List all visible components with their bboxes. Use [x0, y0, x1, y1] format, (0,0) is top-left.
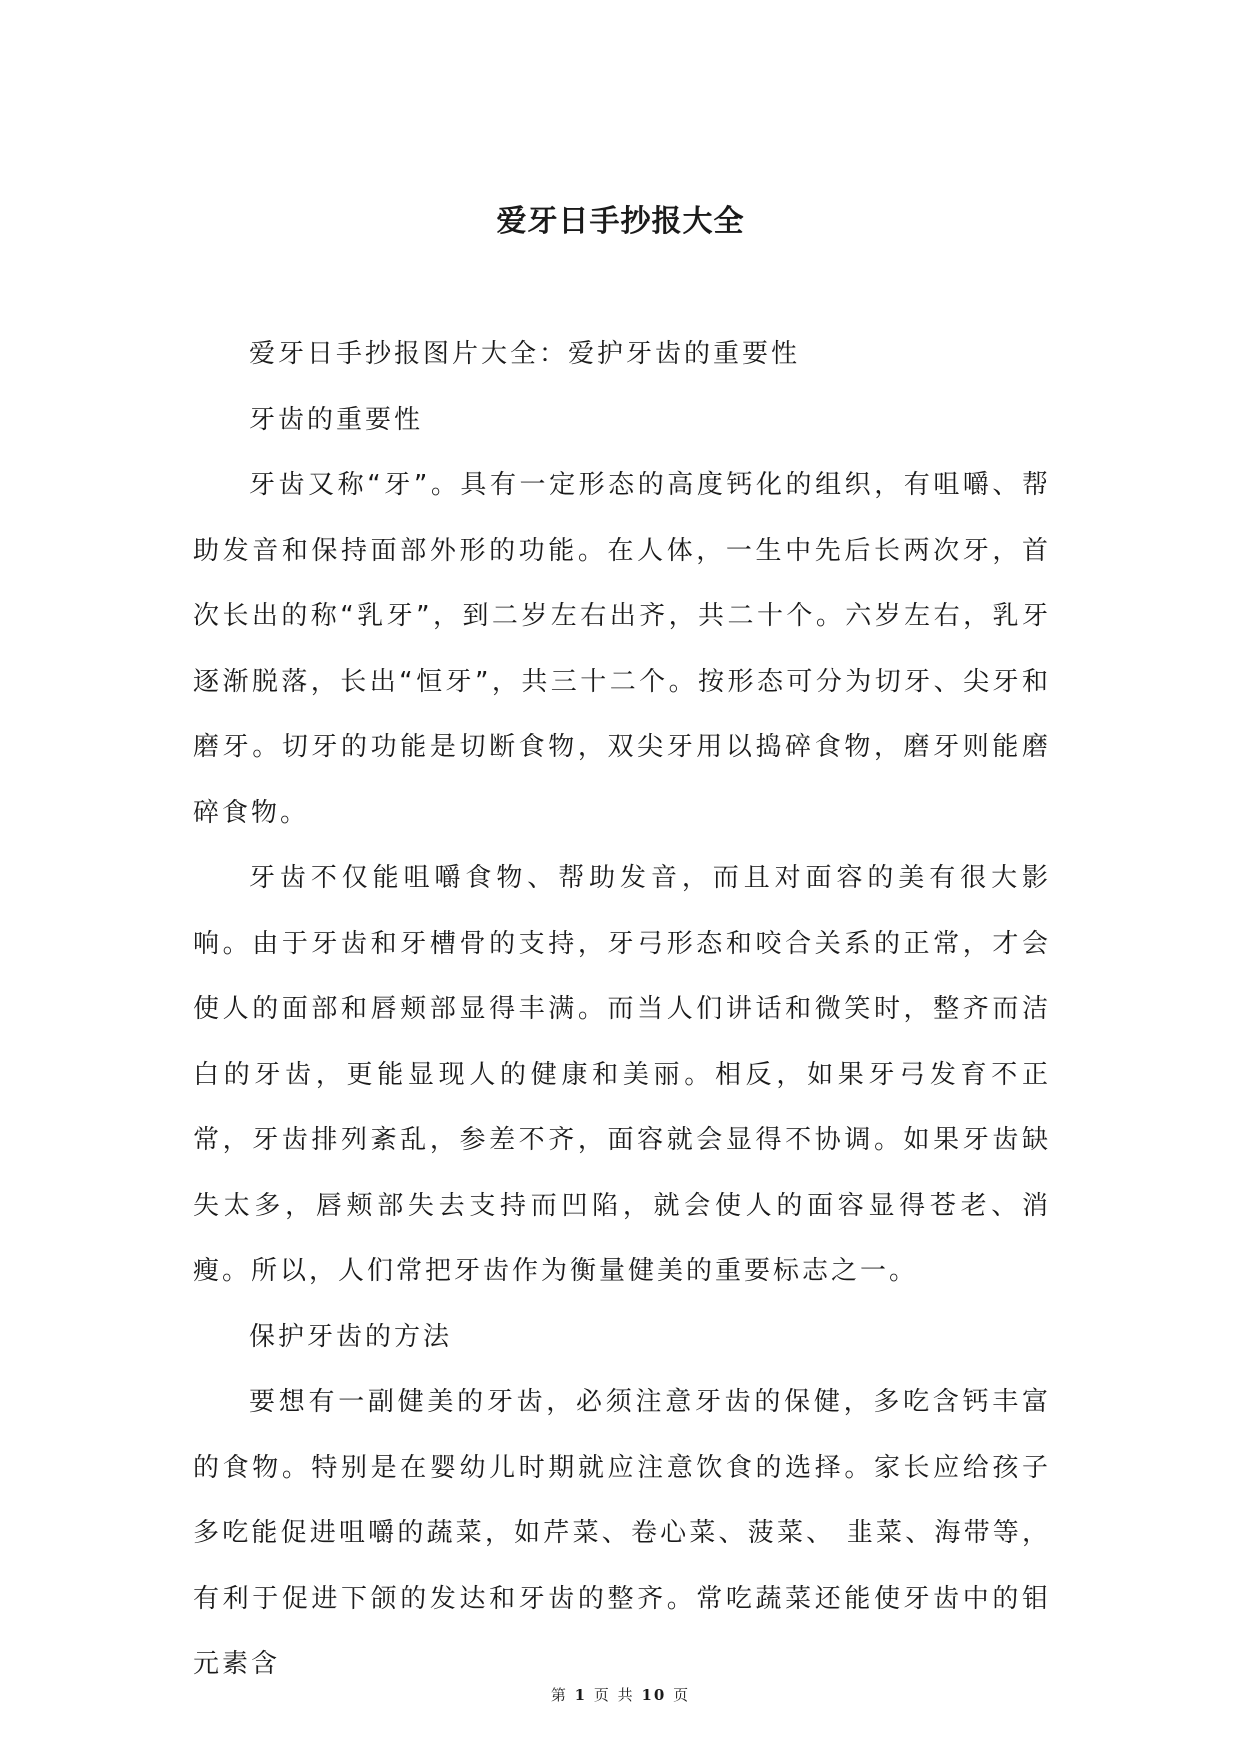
paragraph-subtitle: 爱牙日手抄报图片大全：爱护牙齿的重要性	[249, 339, 801, 369]
current-page-number: 1	[574, 1686, 588, 1704]
paragraph-teeth-definition: 牙齿又称“牙”。具有一定形态的高度钙化的组织，有咀嚼、帮助发音和保持面部外形的功能。在人体，一生中先后长两次牙，首次长出的称“乳牙”，到二岁左右出齐，共二十个。六岁左右，乳牙逐渐脱落，长出“恒牙”，共三十二个。按形态可分为切牙、尖牙和磨牙。切牙的功能是切断食物，双尖牙用以捣碎食物，磨牙则能磨碎食物。	[193, 470, 1051, 828]
section-heading-importance: 牙齿的重要性	[249, 404, 424, 435]
paragraph-teeth-care: 要想有一副健美的牙齿，必须注意牙齿的保健，多吃含钙丰富的食物。特别是在婴幼儿时期就应注意饮食的选择。家长应给孩子多吃能促进咀嚼的蔬菜，如芹菜、卷心菜、菠菜、 韭菜、海带等，有利于促进下颌的发达和牙齿的整齐。常吃蔬菜还能使牙齿中的钼元素含	[193, 1387, 1051, 1679]
total-pages-number: 10	[641, 1686, 667, 1704]
document-body	[193, 322, 1051, 1698]
page-footer	[0, 1684, 1241, 1705]
paragraph-teeth-appearance: 牙齿不仅能咀嚼食物、帮助发音，而且对面容的美有很大影响。由于牙齿和牙槽骨的支持，牙弓形态和咬合关系的正常，才会使人的面部和唇颊部显得丰满。而当人们讲话和微笑时，整齐而洁白的牙齿，更能显现人的健康和美丽。相反，如果牙弓发育不正常，牙齿排列紊乱，参差不齐，面容就会显得不协调。如果牙齿缺失太多，唇颊部失去支持而凹陷，就会使人的面容显得苍老、消瘦。所以，人们常把牙齿作为衡量健美的重要标志之一。	[193, 863, 1051, 1286]
footer-middle: 页 共	[593, 1686, 635, 1704]
document-title: 爱牙日手抄报大全	[496, 204, 745, 239]
section-heading-methods: 保护牙齿的方法	[249, 1321, 453, 1352]
footer-suffix: 页	[673, 1686, 691, 1704]
footer-prefix: 第	[550, 1686, 568, 1704]
